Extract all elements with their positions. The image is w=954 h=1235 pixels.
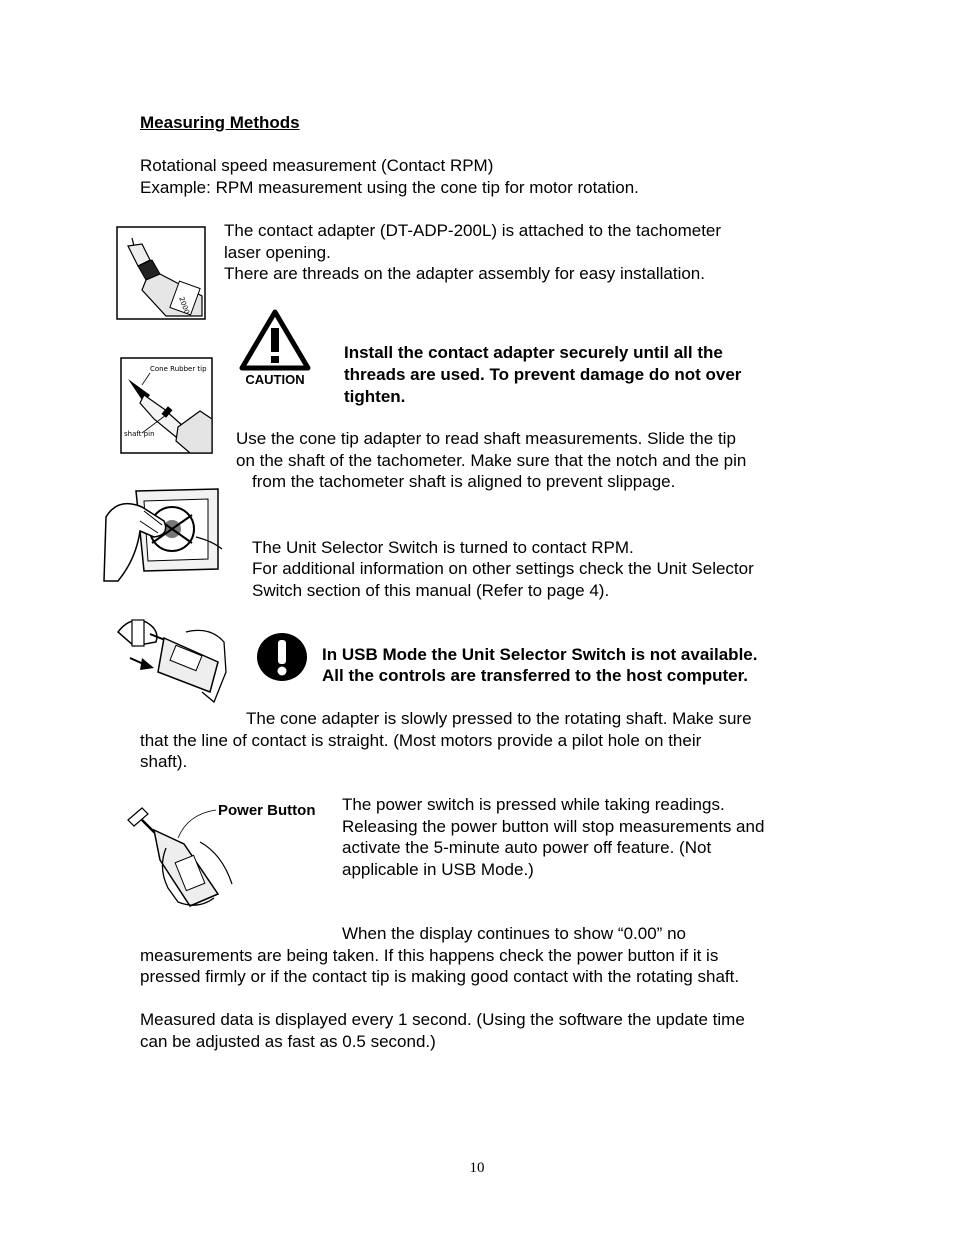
selector-switch-figure bbox=[100, 477, 226, 585]
power-line-4: applicable in USB Mode.) bbox=[342, 860, 534, 879]
page-number: 10 bbox=[469, 1160, 485, 1176]
caution-line-1: Install the contact adapter securely until all the bbox=[344, 343, 723, 362]
caution-warning-icon bbox=[238, 308, 312, 388]
cone-rubber-tip-label: Cone Rubber tip bbox=[150, 365, 207, 373]
power-button-label: Power Button bbox=[218, 802, 316, 819]
update-line-1: Measured data is displayed every 1 second. (Using the software the update time bbox=[140, 1010, 745, 1029]
power-line-2: Releasing the power button will stop measurements and bbox=[342, 817, 765, 836]
cone-tip-figure bbox=[120, 357, 214, 454]
adapter-line-1: The contact adapter (DT-ADP-200L) is attached to the tachometer bbox=[224, 221, 722, 240]
tachometer-adapter-figure bbox=[116, 226, 206, 320]
selector-line-1: The Unit Selector Switch is turned to contact RPM. bbox=[252, 538, 634, 557]
usb-note-line-1: In USB Mode the Unit Selector Switch is not available. bbox=[322, 645, 758, 664]
update-line-2: can be adjusted as fast as 0.5 second.) bbox=[140, 1032, 436, 1051]
caution-line-3: tighten. bbox=[344, 387, 406, 406]
power-line-1: The power switch is pressed while taking readings. bbox=[342, 795, 725, 814]
cone-tip-line-2: on the shaft of the tachometer. Make sure that the notch and the pin bbox=[236, 451, 747, 470]
power-button-figure bbox=[118, 798, 324, 912]
svg-text:2000: 2000 bbox=[177, 295, 191, 316]
selector-line-3: Switch section of this manual (Refer to page 4). bbox=[252, 581, 610, 600]
caution-label: CAUTION bbox=[245, 372, 305, 387]
intro-line-1: Rotational speed measurement (Contact RPM) bbox=[140, 156, 494, 175]
display-line-2: measurements are being taken. If this happens check the power button if it is bbox=[140, 946, 719, 965]
pressing-tachometer-figure bbox=[110, 612, 228, 708]
power-line-3: activate the 5-minute auto power off feature. (Not bbox=[342, 838, 712, 857]
press-line-3: shaft). bbox=[140, 752, 188, 771]
caution-line-2: threads are used. To prevent damage do not over bbox=[344, 365, 742, 384]
exclamation-icon bbox=[256, 632, 308, 682]
intro-line-2: Example: RPM measurement using the cone tip for motor rotation. bbox=[140, 178, 639, 197]
press-line-2: that the line of contact is straight. (Most motors provide a pilot hole on their bbox=[140, 731, 702, 750]
adapter-line-2: laser opening. bbox=[224, 243, 331, 262]
page-heading: Measuring Methods bbox=[140, 113, 300, 132]
press-line-1: The cone adapter is slowly pressed to the rotating shaft. Make sure bbox=[246, 709, 752, 728]
display-line-3: pressed firmly or if the contact tip is making good contact with the rotating shaft. bbox=[140, 967, 740, 986]
usb-note-line-2: All the controls are transferred to the host computer. bbox=[322, 666, 749, 685]
cone-tip-line-1: Use the cone tip adapter to read shaft measurements. Slide the tip bbox=[236, 429, 736, 448]
display-line-1: When the display continues to show “0.00” no bbox=[342, 924, 686, 943]
selector-line-2: For additional information on other settings check the Unit Selector bbox=[252, 559, 754, 578]
shaft-pin-label: shaft pin bbox=[124, 430, 155, 438]
cone-tip-line-3: from the tachometer shaft is aligned to prevent slippage. bbox=[252, 472, 676, 491]
adapter-line-3: There are threads on the adapter assembly for easy installation. bbox=[224, 264, 705, 283]
